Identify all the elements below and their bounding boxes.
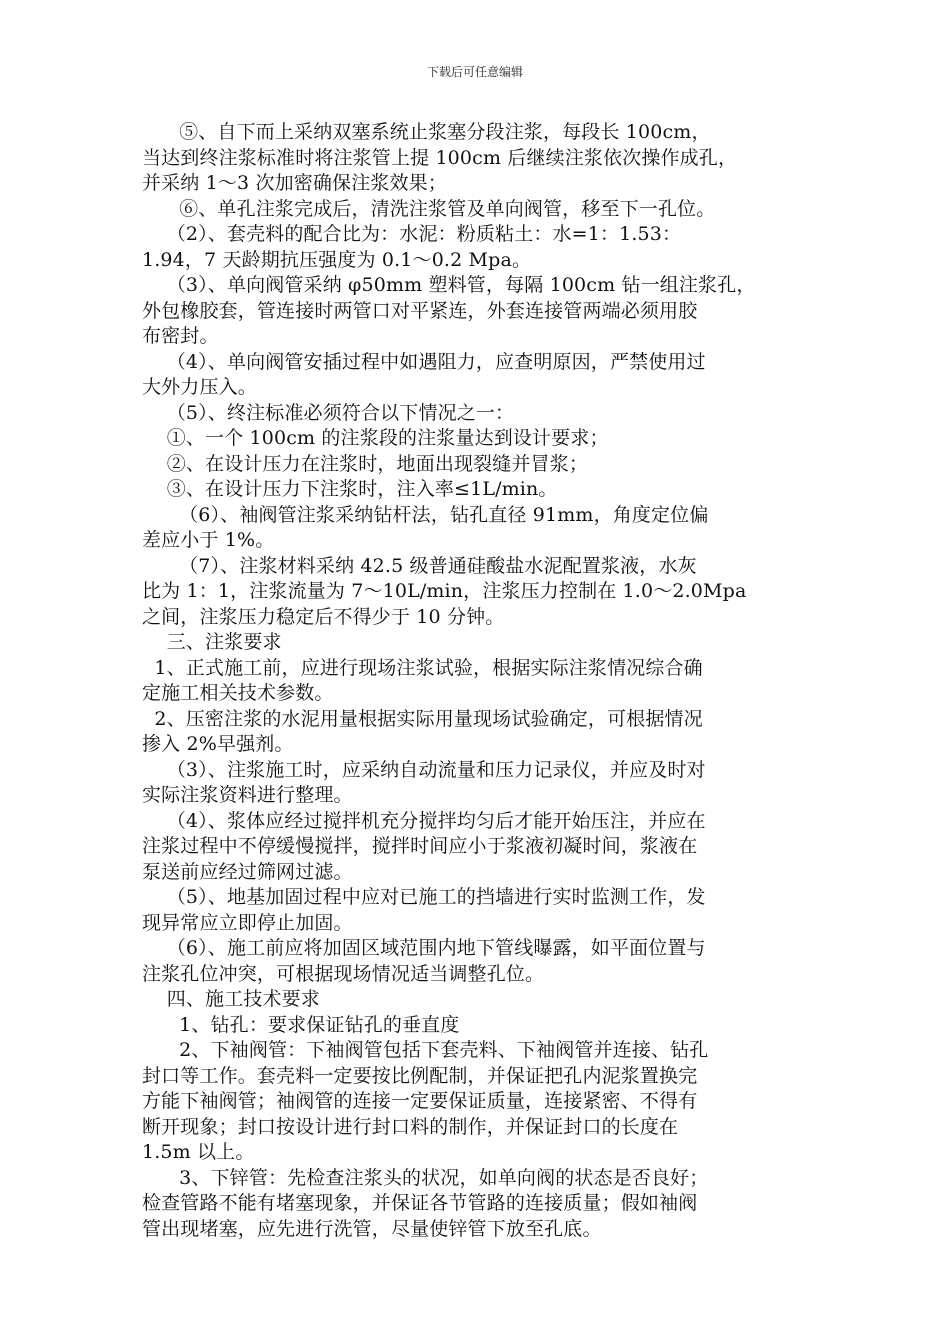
text-line: ①、一个 100cm 的注浆段的注浆量达到设计要求； xyxy=(142,427,609,449)
text-line: （5）、地基加固过程中应对已施工的挡墙进行实时监测工作，发 xyxy=(142,886,706,908)
text-line: 2、压密注浆的水泥用量根据实际用量现场试验确定，可根据情况 xyxy=(142,707,703,730)
text-line: （3）、注浆施工时，应采纳自动流量和压力记录仪，并应及时对 xyxy=(142,758,706,781)
text-line: ⑤、自下而上采纳双塞系统止浆塞分段注浆，每段长 100cm， xyxy=(142,121,711,143)
text-line: 大外力压入。 xyxy=(142,376,257,398)
text-line: （3）、单向阀管采纳 φ50mm 塑料管，每隔 100cm 钻一组注浆孔， xyxy=(142,274,756,296)
text-line: ⑥、单孔注浆完成后，清洗注浆管及单向阀管，移至下一孔位。 xyxy=(142,197,716,220)
text-line: 并采纳 1～3 次加密确保注浆效果； xyxy=(142,172,447,194)
text-line: 外包橡胶套，管连接时两管口对平紧连，外套连接管两端必须用胶 xyxy=(142,299,698,322)
text-line: 现异常应立即停止加固。 xyxy=(142,911,353,934)
section-heading: 四、施工技术要求 xyxy=(142,988,320,1010)
text-line: 之间，注浆压力稳定后不得少于 10 分钟。 xyxy=(142,605,505,628)
text-line: （4）、浆体应经过搅拌机充分搅拌均匀后才能开始压注，并应在 xyxy=(142,809,706,832)
text-line: 3、下锌管：先检查注浆头的状况，如单向阀的状态是否良好； xyxy=(142,1166,709,1189)
text-line: 检查管路不能有堵塞现象，并保证各节管路的连接质量；假如袖阀 xyxy=(142,1192,698,1214)
text-line: 泵送前应经过筛网过滤。 xyxy=(142,860,353,883)
text-line: 1、正式施工前，应进行现场注浆试验，根据实际注浆情况综合确 xyxy=(142,656,703,679)
text-line: 1、钻孔：要求保证钻孔的垂直度 xyxy=(142,1013,460,1036)
text-line: 定施工相关技术参数。 xyxy=(142,682,334,704)
text-line: 差应小于 1%。 xyxy=(142,529,275,551)
text-line: 当达到终注浆标准时将注浆管上提 100cm 后继续注浆依次操作成孔， xyxy=(142,146,738,169)
text-line: 布密封。 xyxy=(142,325,219,347)
text-line: ③、在设计压力下注浆时，注入率≤1L/min。 xyxy=(142,478,558,500)
text-line: （6）、施工前应将加固区域范围内地下管线曝露，如平面位置与 xyxy=(142,937,706,959)
text-line: （2）、套壳料的配合比为：水泥：粉质粘土：水=1：1.53： xyxy=(142,223,682,245)
text-line: （6）、袖阀管注浆采纳钻杆法，钻孔直径 91mm，角度定位偏 xyxy=(142,503,709,526)
text-line: ②、在设计压力在注浆时，地面出现裂缝并冒浆； xyxy=(142,452,589,475)
text-line: 1.5m 以上。 xyxy=(142,1141,255,1163)
section-heading: 三、注浆要求 xyxy=(142,631,282,653)
text-line: 2、下袖阀管：下袖阀管包括下套壳料、下袖阀管并连接、钻孔 xyxy=(142,1039,709,1061)
text-line: （4）、单向阀管安插过程中如遇阻力，应查明原因，严禁使用过 xyxy=(142,350,706,373)
text-line: 方能下袖阀管；袖阀管的连接一定要保证质量，连接紧密、不得有 xyxy=(142,1090,698,1112)
text-line: （7）、注浆材料采纳 42.5 级普通硅酸盐水泥配置浆液，水灰 xyxy=(142,554,697,577)
text-line: 1.94，7 天龄期抗压强度为 0.1～0.2 Mpa。 xyxy=(142,248,532,271)
text-line: 注浆过程中不停缓慢搅拌，搅拌时间应小于浆液初凝时间，浆液在 xyxy=(142,835,698,857)
document-body xyxy=(142,120,822,1242)
text-line: 断开现象；封口按设计进行封口料的制作，并保证封口的长度在 xyxy=(142,1115,679,1138)
text-line: 注浆孔位冲突，可根据现场情况适当调整孔位。 xyxy=(142,962,545,985)
text-line: 实际注浆资料进行整理。 xyxy=(142,784,353,806)
page-header-note: 下载后可任意编辑 xyxy=(426,65,523,79)
text-line: 管出现堵塞，应先进行洗管，尽量使锌管下放至孔底。 xyxy=(142,1217,602,1240)
text-line: （5）、终注标准必须符合以下情况之一： xyxy=(142,401,515,424)
text-line: 比为 1：1，注浆流量为 7～10L/min，注浆压力控制在 1.0～2.0Mpa xyxy=(142,580,747,602)
text-line: 掺入 2%早强剂。 xyxy=(142,733,294,755)
text-line: 封口等工作。套壳料一定要按比例配制，并保证把孔内泥浆置换完 xyxy=(142,1064,698,1087)
